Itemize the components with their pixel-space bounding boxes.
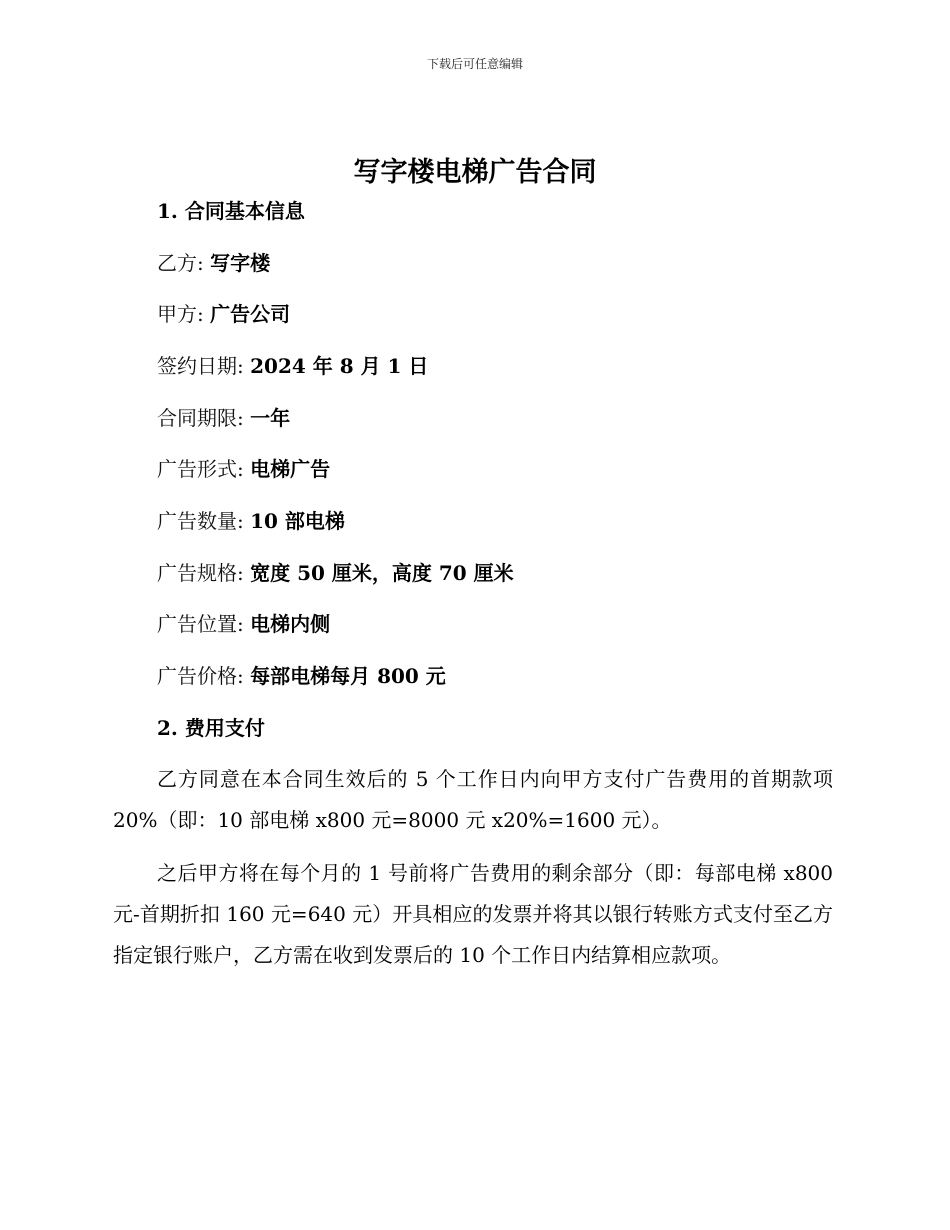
field-value: 每部电梯每月 800 元	[250, 664, 446, 688]
section-1-heading: 1. 合同基本信息	[157, 199, 305, 223]
field-value: 电梯内侧	[250, 612, 331, 636]
header-note: 下载后可任意编辑	[426, 57, 523, 71]
field-label: 广告数量:	[157, 509, 244, 533]
field-label: 广告形式:	[157, 457, 244, 481]
document-title: 写字楼电梯广告合同	[353, 157, 597, 188]
field-value: 2024 年 8 月 1 日	[250, 354, 429, 378]
field-value: 宽度 50 厘米，高度 70 厘米	[250, 561, 514, 585]
field-ad-position	[157, 610, 330, 638]
field-value: 电梯广告	[250, 457, 331, 481]
field-label: 广告规格:	[157, 561, 244, 585]
field-party-a	[157, 300, 290, 328]
field-label: 签约日期:	[157, 354, 244, 378]
field-value: 10 部电梯	[250, 509, 345, 533]
field-ad-form	[157, 455, 330, 483]
field-party-b	[157, 249, 270, 277]
field-ad-price	[157, 662, 446, 690]
payment-paragraph-1: 乙方同意在本合同生效后的 5 个工作日内向甲方支付广告费用的首期款项 20%（即：10 部电梯 x800 元=8000 元 x20%=1600 元）。	[113, 767, 833, 832]
field-contract-term	[157, 404, 290, 432]
field-value: 写字楼	[210, 251, 271, 275]
field-label: 乙方:	[157, 251, 204, 275]
field-label: 甲方:	[157, 302, 204, 326]
field-value: 一年	[250, 406, 291, 430]
field-value: 广告公司	[210, 302, 291, 326]
field-label: 广告位置:	[157, 612, 244, 636]
section-2-heading: 2. 费用支付	[157, 716, 265, 740]
payment-paragraph-2: 之后甲方将在每个月的 1 号前将广告费用的剩余部分（即：每部电梯 x800 元-首期折扣 160 元=640 元）开具相应的发票并将其以银行转账方式支付至乙方指定银行账户，乙方需在收到发票后的 10 个工作日内结算相应款项。	[113, 861, 833, 967]
field-ad-quantity	[157, 507, 345, 535]
field-label: 广告价格:	[157, 664, 244, 688]
field-sign-date	[157, 352, 428, 380]
field-ad-size	[157, 559, 514, 587]
field-label: 合同期限:	[157, 406, 244, 430]
